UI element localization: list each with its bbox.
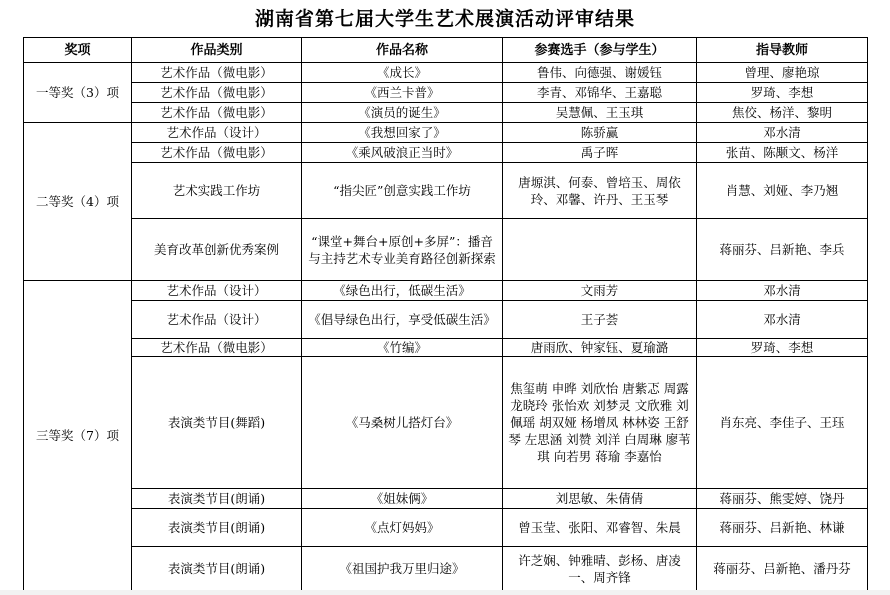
participants-cell: 文雨芳 — [503, 281, 697, 301]
work-cell: 《乘风破浪正当时》 — [302, 143, 503, 163]
participants-cell: 唐雨欣、钟家钰、夏瑜潞 — [503, 339, 697, 357]
work-cell: 《竹编》 — [302, 339, 503, 357]
advisors-cell: 蒋丽芬、熊雯婷、饶丹 — [697, 489, 868, 509]
participants-cell: 许芝娴、钟雅晴、彭杨、唐凌一、周齐锋 — [503, 547, 697, 591]
category-cell: 美育改革创新优秀案例 — [132, 219, 302, 281]
category-cell: 艺术作品（设计） — [132, 123, 302, 143]
participants-cell: 禹子晖 — [503, 143, 697, 163]
work-cell: 《祖国护我万里归途》 — [302, 547, 503, 591]
table-row — [24, 83, 868, 103]
participants-cell: 李青、邓锦华、王嘉聪 — [503, 83, 697, 103]
work-cell: 《成长》 — [302, 63, 503, 83]
work-cell: 《马桑树儿搭灯台》 — [302, 357, 503, 489]
award-cell: 三等奖（7）项 — [24, 281, 132, 591]
work-cell: 《绿色出行，低碳生活》 — [302, 281, 503, 301]
participants-cell: 鲁伟、向德强、谢媛钰 — [503, 63, 697, 83]
participants-cell: 刘思敏、朱倩倩 — [503, 489, 697, 509]
participants-cell: 王子荟 — [503, 301, 697, 339]
advisors-cell: 邓水清 — [697, 123, 868, 143]
category-cell: 表演类节目(朗诵) — [132, 509, 302, 547]
advisors-cell: 肖东亮、李佳子、王珏 — [697, 357, 868, 489]
advisors-cell: 张苗、陈颙文、杨洋 — [697, 143, 868, 163]
table-row — [24, 509, 868, 547]
category-cell: 艺术作品（设计） — [132, 301, 302, 339]
advisors-cell: 蒋丽芬、吕新艳、潘丹芬 — [697, 547, 868, 591]
table-row — [24, 63, 868, 83]
work-cell: 《点灯妈妈》 — [302, 509, 503, 547]
category-cell: 艺术作品（微电影） — [132, 83, 302, 103]
table-row — [24, 103, 868, 123]
advisors-cell: 蒋丽芬、吕新艳、林谦 — [697, 509, 868, 547]
work-cell: 《姐妹俩》 — [302, 489, 503, 509]
work-cell: “指尖匠”创意实践工作坊 — [302, 163, 503, 219]
category-cell: 艺术作品（微电影） — [132, 103, 302, 123]
category-cell: 艺术实践工作坊 — [132, 163, 302, 219]
work-cell: 《西兰卡普》 — [302, 83, 503, 103]
table-row — [24, 301, 868, 339]
header-category: 作品类别 — [132, 38, 302, 63]
participants-cell: 吴慧佩、王玉琪 — [503, 103, 697, 123]
table-row — [24, 281, 868, 301]
table-row — [24, 143, 868, 163]
table-row — [24, 547, 868, 591]
work-cell: 《演员的诞生》 — [302, 103, 503, 123]
table-row — [24, 163, 868, 219]
header-row — [24, 38, 868, 63]
advisors-cell: 曾理、廖艳琼 — [697, 63, 868, 83]
participants-cell — [503, 219, 697, 281]
participants-cell: 焦玺萌 申晔 刘欣怡 唐紫忑 周露 龙晓玲 张怡欢 刘梦灵 文欣雅 刘佩瑶 胡双娅 杨增凤 林林姿 王舒琴 左思涵 刘赞 刘洋 白周琳 廖苇琪 向若男 蒋瑜 李嘉怡 — [503, 357, 697, 489]
participants-cell: 曾玉莹、张阳、邓睿智、朱晨 — [503, 509, 697, 547]
table-row — [24, 357, 868, 489]
advisors-cell: 罗琦、李想 — [697, 83, 868, 103]
header-advisors: 指导教师 — [697, 38, 868, 63]
header-award: 奖项 — [24, 38, 132, 63]
work-cell: 《我想回家了》 — [302, 123, 503, 143]
table-row — [24, 489, 868, 509]
advisors-cell: 邓水清 — [697, 281, 868, 301]
document-title: 湖南省第七届大学生艺术展演活动评审结果 — [254, 8, 635, 30]
advisors-cell: 肖慧、刘娅、李乃翘 — [697, 163, 868, 219]
award-cell: 一等奖（3）项 — [24, 63, 132, 123]
work-cell: “课堂+舞台+原创+多屏”：播音与主持艺术专业美育路径创新探索 — [302, 219, 503, 281]
category-cell: 艺术作品（设计） — [132, 281, 302, 301]
header-participants: 参赛选手（参与学生） — [503, 38, 697, 63]
category-cell: 艺术作品（微电影） — [132, 143, 302, 163]
page-bottom-edge — [0, 590, 890, 595]
table-row — [24, 123, 868, 143]
participants-cell: 陈骄赢 — [503, 123, 697, 143]
work-cell: 《倡导绿色出行，享受低碳生活》 — [302, 301, 503, 339]
award-cell: 二等奖（4）项 — [24, 123, 132, 281]
table-row — [24, 219, 868, 281]
category-cell: 表演类节目(舞蹈) — [132, 357, 302, 489]
advisors-cell: 邓水清 — [697, 301, 868, 339]
category-cell: 表演类节目(朗诵) — [132, 489, 302, 509]
table-row — [24, 339, 868, 357]
category-cell: 艺术作品（微电影） — [132, 63, 302, 83]
category-cell: 艺术作品（微电影） — [132, 339, 302, 357]
results-table — [23, 37, 868, 591]
advisors-cell: 焦佼、杨洋、黎明 — [697, 103, 868, 123]
category-cell: 表演类节目(朗诵) — [132, 547, 302, 591]
participants-cell: 唐塬淇、何泰、曾培玉、周依玲、邓馨、许丹、王玉琴 — [503, 163, 697, 219]
header-work: 作品名称 — [302, 38, 503, 63]
advisors-cell: 蒋丽芬、吕新艳、李兵 — [697, 219, 868, 281]
advisors-cell: 罗琦、李想 — [697, 339, 868, 357]
